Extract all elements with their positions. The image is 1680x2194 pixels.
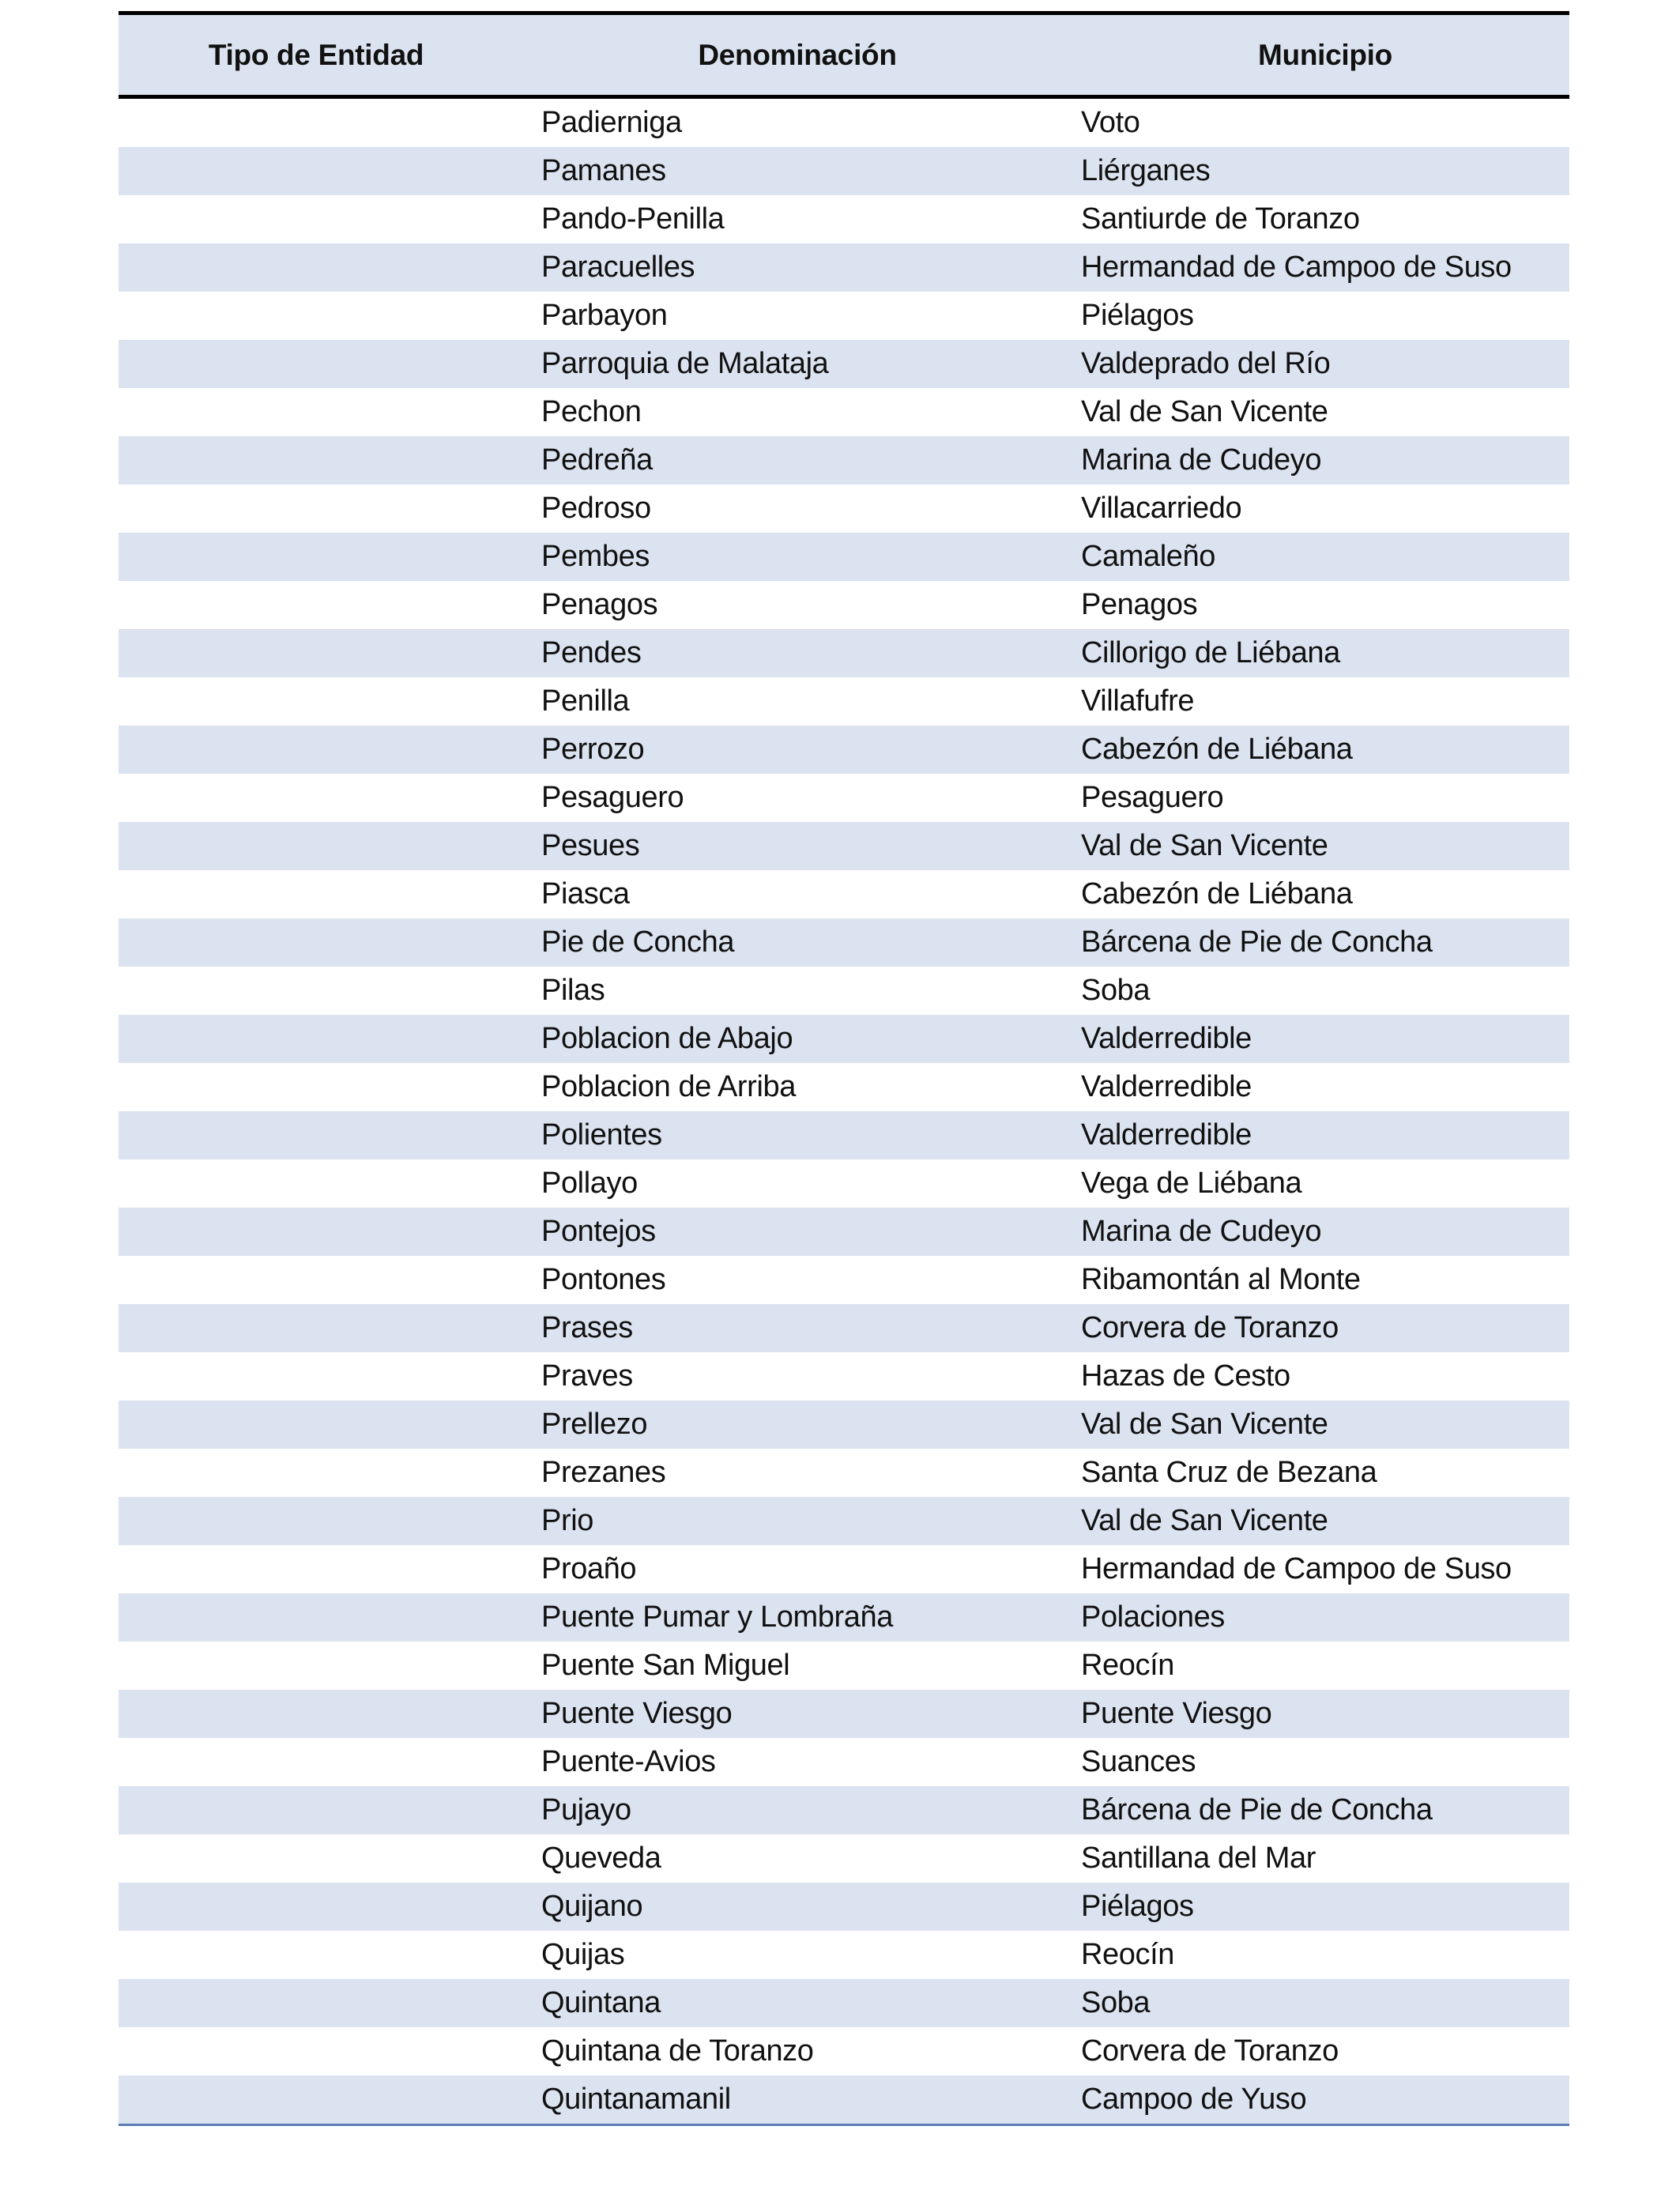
cell-tipo-de-entidad [119,774,514,822]
cell-tipo-de-entidad [119,1690,514,1738]
table-body [119,97,1569,2125]
cell-municipio: Campoo de Yuso [1081,2075,1569,2125]
cell-municipio: Marina de Cudeyo [1081,443,1322,477]
cell-denominacion: Puente Viesgo [541,1697,733,1730]
cell-tipo-de-entidad [119,1979,514,2027]
table-row [119,484,1569,533]
cell-municipio: Piélagos [1081,299,1194,332]
table-row [119,243,1569,292]
table-row [119,677,1569,726]
cell-municipio: Reocín [1081,1938,1175,1971]
cell-municipio: Santiurde de Toranzo [1081,202,1360,236]
table-row [119,918,1569,967]
table-row [119,1497,1569,1545]
cell-tipo-de-entidad [119,1015,514,1063]
cell-municipio: Corvera de Toranzo [1081,2034,1339,2068]
cell-municipio: Bárcena de Pie de Concha [1081,1793,1433,1826]
cell-denominacion: Quijas [541,1938,625,1971]
cell-municipio: Hermandad de Campoo de Suso [1081,251,1512,284]
cell-municipio: Penagos [1081,588,1198,621]
cell-municipio: Bárcena de Pie de Concha [1081,925,1433,959]
table-row [119,340,1569,388]
cell-denominacion: Parroquia de Malataja [541,347,829,380]
cell-municipio: Suances [1081,1745,1196,1778]
header-row [119,13,1569,97]
cell-municipio: Puente Viesgo [1081,1697,1272,1730]
table-row [119,1111,1569,1159]
entity-table [119,11,1569,2126]
cell-municipio: Liérganes [1081,154,1211,187]
cell-tipo-de-entidad [119,1159,514,1208]
cell-municipio: Hermandad de Campoo de Suso [1081,1552,1512,1585]
cell-tipo-de-entidad [119,1593,514,1642]
table-row [119,1159,1569,1208]
table-row [119,436,1569,484]
cell-municipio: Corvera de Toranzo [1081,1311,1339,1344]
table-row [119,1979,1569,2027]
cell-municipio: Valderredible [1081,1118,1252,1152]
table-row [119,967,1569,1015]
cell-tipo-de-entidad [119,292,514,340]
cell-denominacion: Pujayo [541,1793,631,1826]
cell-tipo-de-entidad [119,1786,514,1834]
table-row [119,2027,1569,2075]
cell-tipo-de-entidad [119,484,514,533]
cell-tipo-de-entidad [119,1352,514,1400]
table-row [119,97,1569,148]
cell-denominacion: Poblacion de Abajo [541,1022,793,1055]
cell-municipio: Reocín [1081,1649,1175,1682]
cell-tipo-de-entidad [119,1642,514,1690]
cell-tipo-de-entidad [119,388,514,436]
cell-denominacion: Pollayo [541,1167,638,1200]
cell-tipo-de-entidad [119,1256,514,1304]
cell-denominacion: Paracuelles [541,251,695,284]
cell-denominacion: Poblacion de Arriba [541,1070,796,1103]
cell-denominacion: Pie de Concha [541,925,735,959]
cell-municipio: Hazas de Cesto [1081,1359,1290,1393]
table-row [119,147,1569,195]
cell-denominacion: Padierniga [541,106,682,139]
cell-tipo-de-entidad [119,2027,514,2075]
cell-municipio: Valderredible [1081,1070,1252,1103]
cell-denominacion: Perrozo [541,733,645,766]
cell-denominacion: Pamanes [541,154,666,187]
cell-denominacion: Pontejos [541,1215,656,1248]
cell-tipo-de-entidad [119,1208,514,1256]
cell-tipo-de-entidad [119,533,514,581]
cell-municipio: Val de San Vicente [1081,395,1328,428]
cell-denominacion: Quintanamanil [514,2075,1081,2125]
cell-tipo-de-entidad [119,677,514,726]
table-row [119,1304,1569,1352]
header-denominacion: Denominación [514,13,1081,97]
cell-municipio: Pesaguero [1081,781,1224,814]
cell-municipio: Valderredible [1081,1022,1252,1055]
cell-municipio: Vega de Liébana [1081,1167,1302,1200]
table-header [119,13,1569,97]
cell-denominacion: Puente San Miguel [541,1649,790,1682]
cell-municipio: Voto [1081,106,1140,139]
cell-municipio: Valdeprado del Río [1081,347,1331,380]
table-row [119,774,1569,822]
table-row [119,1883,1569,1931]
table-row [119,1642,1569,1690]
table-row [119,629,1569,677]
table-row [119,1545,1569,1593]
cell-tipo-de-entidad [119,629,514,677]
header-tipo-de-entidad: Tipo de Entidad [119,13,514,97]
table-row [119,533,1569,581]
cell-municipio: Cabezón de Liébana [1081,877,1353,910]
cell-municipio: Polaciones [1081,1600,1225,1634]
cell-tipo-de-entidad [119,822,514,870]
cell-municipio: Villacarriedo [1081,492,1242,525]
cell-denominacion: Piasca [541,877,630,910]
cell-tipo-de-entidad [119,1545,514,1593]
cell-tipo-de-entidad [119,243,514,292]
cell-tipo-de-entidad [119,1304,514,1352]
header-municipio: Municipio [1081,13,1569,97]
cell-denominacion: Parbayon [541,299,668,332]
table-row [119,1690,1569,1738]
cell-tipo-de-entidad [119,581,514,629]
cell-denominacion: Pedroso [541,492,651,525]
cell-municipio: Santa Cruz de Bezana [1081,1456,1377,1489]
table-row [119,388,1569,436]
cell-tipo-de-entidad [119,2075,514,2125]
table-row [119,1256,1569,1304]
cell-tipo-de-entidad [119,1449,514,1497]
cell-municipio: Marina de Cudeyo [1081,1215,1322,1248]
table-row [119,1834,1569,1883]
table-row [119,1352,1569,1400]
table-row [119,2075,1569,2125]
table-row [119,195,1569,243]
cell-denominacion: Praves [541,1359,633,1393]
cell-denominacion: Pedreña [541,443,653,477]
cell-denominacion: Pilas [541,974,605,1007]
cell-tipo-de-entidad [119,1063,514,1111]
cell-denominacion: Prellezo [541,1408,648,1441]
table-row [119,822,1569,870]
cell-tipo-de-entidad [119,340,514,388]
table-row [119,1208,1569,1256]
cell-denominacion: Pando-Penilla [541,202,725,236]
cell-municipio: Soba [1081,974,1151,1007]
table-row [119,1449,1569,1497]
cell-municipio: Piélagos [1081,1890,1194,1923]
cell-tipo-de-entidad [119,726,514,774]
cell-tipo-de-entidad [119,1931,514,1979]
cell-municipio: Camaleño [1081,540,1216,573]
cell-municipio: Ribamontán al Monte [1081,1263,1361,1296]
cell-tipo-de-entidad [119,147,514,195]
cell-denominacion: Proaño [541,1552,637,1585]
cell-tipo-de-entidad [119,1400,514,1449]
table-row [119,292,1569,340]
cell-municipio: Val de San Vicente [1081,1408,1328,1441]
cell-tipo-de-entidad [119,1738,514,1786]
cell-denominacion: Puente-Avios [541,1745,716,1778]
cell-denominacion: Pontones [541,1263,666,1296]
cell-denominacion: Queveda [541,1842,661,1875]
cell-tipo-de-entidad [119,870,514,918]
table-row [119,1015,1569,1063]
cell-municipio: Val de San Vicente [1081,1504,1328,1537]
cell-tipo-de-entidad [119,1834,514,1883]
table-row [119,1063,1569,1111]
cell-municipio: Cabezón de Liébana [1081,733,1353,766]
table-row [119,1931,1569,1979]
cell-denominacion: Quijano [541,1890,643,1923]
cell-municipio: Villafufre [1081,684,1195,718]
table-row [119,1786,1569,1834]
table-row [119,581,1569,629]
table-row [119,1593,1569,1642]
cell-tipo-de-entidad [119,436,514,484]
cell-municipio: Val de San Vicente [1081,829,1328,862]
cell-denominacion: Penagos [541,588,658,621]
cell-denominacion: Polientes [541,1118,662,1152]
cell-denominacion: Prezanes [541,1456,666,1489]
cell-denominacion: Quintana [541,1986,661,2019]
cell-municipio: Soba [1081,1986,1151,2019]
cell-tipo-de-entidad [119,1497,514,1545]
cell-tipo-de-entidad [119,97,514,148]
cell-denominacion: Pesaguero [541,781,684,814]
cell-denominacion: Pendes [541,636,642,669]
cell-denominacion: Quintana de Toranzo [541,2034,814,2068]
cell-denominacion: Prio [541,1504,593,1537]
cell-denominacion: Penilla [541,684,630,718]
cell-denominacion: Puente Pumar y Lombraña [541,1600,893,1634]
table-row [119,1400,1569,1449]
entity-table-container [119,11,1569,2126]
cell-tipo-de-entidad [119,195,514,243]
cell-denominacion: Prases [541,1311,633,1344]
table-row [119,870,1569,918]
cell-municipio: Santillana del Mar [1081,1842,1316,1875]
cell-tipo-de-entidad [119,918,514,967]
cell-denominacion: Pesues [541,829,640,862]
table-row [119,1738,1569,1786]
cell-tipo-de-entidad [119,1883,514,1931]
cell-tipo-de-entidad [119,967,514,1015]
cell-denominacion: Pembes [541,540,650,573]
cell-municipio: Cillorigo de Liébana [1081,636,1340,669]
cell-denominacion: Pechon [541,395,642,428]
table-row [119,726,1569,774]
cell-tipo-de-entidad [119,1111,514,1159]
